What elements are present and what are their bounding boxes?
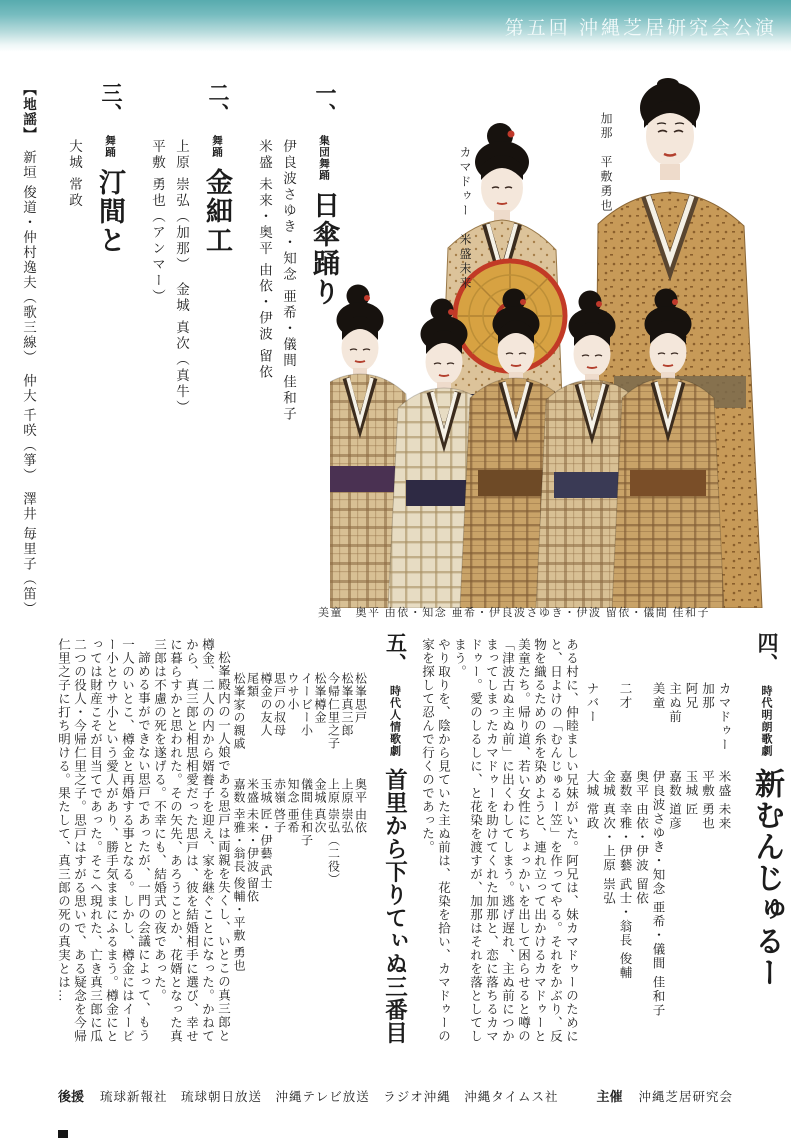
jiutai-label: 【地謡】: [21, 82, 36, 136]
synopsis-paragraph: 諦める事ができない思戸であったが、一門の会議によって、もう一人のいとこ、樽金と再婚する事となる。しかし、樽金にはイービー小とウサ小という愛人があり、勝手気ままにふるまう。樽金にとっては財産こそが目当てであった。そこへ現れた、亡き真三郎に瓜二つの役人・今帰仁里之子。思戸はすがる思いで、ある疑念を今帰仁里之子に打ち明ける。果たして、真三郎の死の真実とは…: [56, 638, 151, 1043]
cast-role: 加那: [700, 682, 715, 710]
program-list-top: [18, 82, 344, 632]
cast-line: 伊良波さゆき・知念 亜希・儀間 佳和子: [281, 139, 296, 423]
cast-entry: [245, 632, 259, 1046]
cast-role: 思戸の叔母: [272, 672, 287, 737]
photo-caption-kamadu: カマドゥー 米盛未来: [458, 146, 472, 291]
support-label: 後援: [58, 1089, 85, 1104]
cast-actor: 赤嶺 啓子: [272, 778, 287, 834]
section-title: 首里から下りてぃぬ三番目: [382, 767, 408, 1044]
cast-role: 樽金の友人: [259, 672, 273, 737]
cast-entry: [326, 632, 340, 1046]
cast-entry: [666, 632, 683, 1046]
program-item-3-heading: [91, 82, 130, 632]
cast-actor: 儀間 佳和子: [299, 778, 314, 847]
cast-entry: [299, 632, 313, 1046]
jiutai-names: 新垣 俊道・仲村逸夫（歌三線） 仲大 千咲（箏） 澤井 毎里子（笛）: [21, 135, 36, 617]
cast-actor: 米盛 未来: [717, 770, 731, 831]
cast-entry: [633, 632, 650, 1046]
section-number: 五、: [383, 632, 407, 674]
supporters-list: 琉球新報社 琉球朝日放送 沖縄テレビ放送 ラジオ沖縄 沖縄タイムス社: [100, 1090, 559, 1104]
section-genre: 舞踊: [104, 135, 116, 159]
header-band: [0, 0, 791, 52]
cast-actor: 金城 真次: [313, 778, 327, 834]
section-genre: 集団舞踊: [318, 135, 330, 182]
cast-actor: 米盛 未来・伊波 留依: [245, 778, 260, 903]
cast-actor: 伊良波さゆき・知念 亜希・儀間 佳和子: [651, 770, 665, 1018]
cast-role: 松峯思戸: [353, 672, 368, 724]
page-title: 第五回 沖縄芝居研究会公演: [504, 18, 777, 39]
synopsis-paragraph: やり取りを、陰から見ていた主ぬ前は、花染を拾い、カマドゥーの家を探して忍んで行くのであった。: [420, 638, 451, 1043]
synopsis-section4: [420, 632, 580, 1044]
cast-entry: [617, 632, 634, 1046]
cast-entry: [650, 632, 667, 1046]
cast-entry: [313, 632, 327, 1046]
cast-actor: 奥平 由依: [353, 778, 368, 834]
cast-role: 美童: [651, 682, 665, 710]
program-item-4: [420, 632, 789, 1046]
cast-role: 阿兄: [684, 682, 698, 710]
photo-caption-mitarashi: 美童 奥平 由依・知念 亜希・伊良波さゆき・伊波 留依・儀間 佳和子: [318, 607, 710, 619]
cast-actor: 知念 亜希: [286, 778, 300, 834]
cast-entry: [683, 632, 700, 1046]
cast-entry: [232, 632, 246, 1046]
cast-role: 主ぬ前: [667, 682, 682, 724]
section-number: 三、: [99, 82, 122, 124]
cast-entry: [600, 632, 617, 1046]
performers-front-row: [330, 285, 724, 609]
footer-credits: [58, 1086, 733, 1105]
cast-entry: [272, 632, 286, 1046]
cast-role: 尾類: [245, 672, 260, 698]
cast-role: ナバー: [585, 682, 599, 724]
cast-actor: 平敷 勇也: [700, 770, 715, 831]
synopsis-paragraph: ある村に、仲睦ましい兄妹がいた。阿兄は、妹カマドゥーのためにと、日よけの「むんじゅるー笠」を作ってやる。それをかぶり、反物を織るための糸を染めようと、連れ立って出かけるカマドゥーと美童たち。帰り道、若い女性にちょっかいを出して困らせると噂の「津波古ぬ主ぬ前」に出くわしてしまう。逃げ遅れ、主ぬ前につかまってしまったカマドゥーを助けてくれた加那と、恋に落ちるカマドゥー。愛のしるしに、と花染を渡すが、加那はそれを落としてしまう。: [452, 638, 579, 1043]
cast-actor: 奥平 由依・伊波 留依: [634, 770, 649, 906]
cast-role: 二才: [618, 682, 632, 710]
cast-role: 松峯樽金: [313, 672, 327, 724]
section-genre: 時代人情歌劇: [388, 685, 401, 758]
cast-line: 上原 崇弘（加那） 金城 真次（真牛）: [174, 139, 189, 416]
cast-actor: 大城 常政: [585, 770, 599, 831]
section-number: 二、: [206, 82, 229, 124]
cast-entry: [716, 632, 733, 1046]
section-genre: 時代明朗歌劇: [760, 685, 772, 758]
program-item-5: [56, 632, 411, 1046]
synopsis-section5: [56, 632, 232, 1044]
section-number: 一、: [313, 82, 336, 124]
cast-line: 米盛 未来・奥平 由依・伊波 留依: [257, 139, 272, 381]
organizer-label: 主催: [596, 1089, 623, 1104]
program-item-3: [64, 82, 130, 632]
organizer-name: 沖縄芝居研究会: [638, 1090, 734, 1104]
jiutai-credits: [18, 82, 38, 632]
section-title: 汀間と: [95, 167, 125, 255]
cast-role: 松峯真三郎: [340, 672, 354, 737]
cast-entry: [353, 632, 367, 1046]
program-item-2: [147, 82, 237, 632]
cast-role: 松峯家の親戚: [232, 672, 246, 750]
cast-actor: 嘉数 幸雅・伊藝 武士・翁長 俊輔: [618, 770, 632, 980]
program-item-5-heading: [379, 632, 411, 1046]
cast-actor: 玉城 匠: [684, 770, 698, 817]
cast-entry: [584, 632, 601, 1046]
section-number: 四、: [755, 632, 778, 674]
cast-actor: 上原 崇弘（二役）: [326, 778, 341, 886]
section-title: 日傘踊り: [309, 190, 339, 307]
program-item-4-heading: [744, 632, 788, 1046]
cast-line: 平敷 勇也（アンマー）: [150, 139, 165, 305]
cast-entry: [699, 632, 716, 1046]
cast-role: イービー小: [299, 672, 314, 737]
cast-actor: 玉城 匠・伊藝 武士: [259, 778, 273, 890]
cast-actor: 上原 崇弘: [340, 778, 354, 834]
section-title: 金細工: [202, 167, 232, 255]
cast-actor: 金城 真次・上原 崇弘: [601, 770, 616, 906]
section-title: 新むんじゅるー: [750, 767, 783, 989]
page-corner-mark: [58, 1130, 68, 1138]
performers-photo: [330, 76, 790, 608]
synopsis-paragraph: 松峯殿内の一人娘である思戸は両親を失くし、いとこの真三郎と樽金、二人の内から婿養子を迎え、家を継ぐことになった。かねてから、真三郎と相思相愛だった思戸は、彼を結婚相手に選び、幸せに暮らすかと思われた。その矢先、あろうことか、花婿となった真三郎は不慮の死を遂げる。不幸にも、結婚式の夜であった。: [152, 638, 231, 1043]
cast-role: 今帰仁里之子: [326, 672, 341, 750]
program-list-bottom: [47, 632, 789, 1046]
cast-role: カマドゥー: [717, 682, 731, 752]
cast-role: ウサ小: [286, 672, 300, 711]
cast-line: 大城 常政: [67, 139, 82, 209]
program-item-2-heading: [198, 82, 237, 632]
cast-actor: 嘉数 道彦: [667, 770, 682, 831]
cast-entry: [286, 632, 300, 1046]
photo-caption-kana: 加那 平敷勇也: [599, 112, 613, 214]
cast-entry: [340, 632, 354, 1046]
cast-actor: 嘉数 幸雅・翁長 俊輔・平敷 勇也: [232, 778, 246, 972]
section-genre: 舞踊: [211, 135, 223, 159]
cast-entry: [259, 632, 273, 1046]
